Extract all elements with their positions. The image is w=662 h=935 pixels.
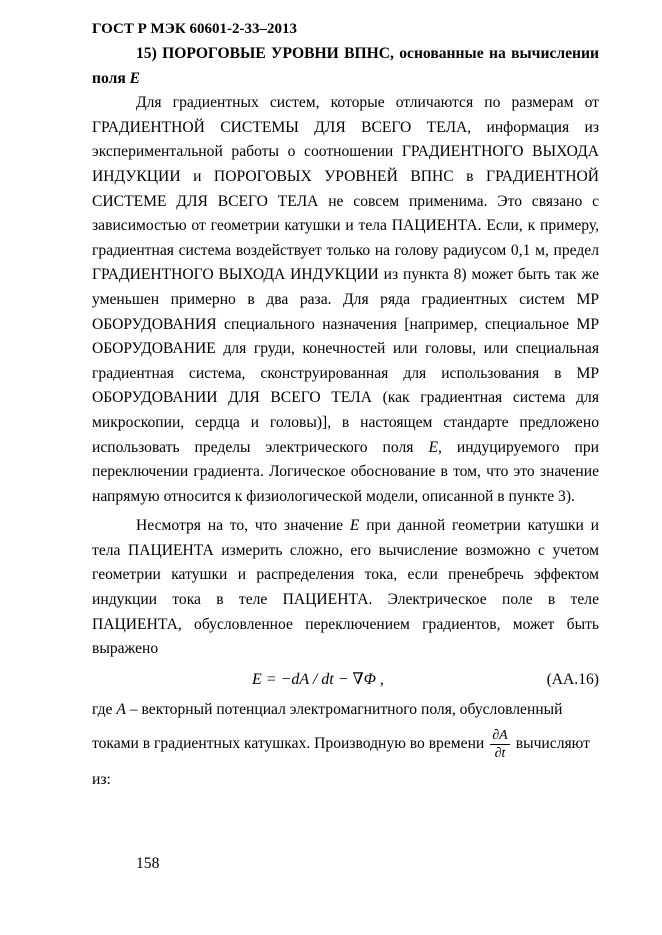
paragraph-2-part-b: при данной геометрии катушки и тела ПАЦИЕНТА измерить сложно, его вычисление возможно с учетом геометрии катушки и распределения тока, если пренебречь эффектом индукции тока в теле ПАЦИЕНТА. Электрическое поле в теле ПАЦИЕНТА, обусловленное переключением градиентов, может быть выражено — [92, 517, 599, 658]
fraction-denominator: ∂t — [494, 746, 506, 762]
paragraph-1-variable: E — [428, 438, 438, 456]
section-title — [92, 42, 599, 91]
fraction-numerator: ∂A — [492, 728, 508, 744]
formula-expression: E = −dA / dt − ∇Φ , — [252, 670, 384, 688]
paragraph-2-part-a: Несмотря на то, что значение — [136, 517, 350, 535]
explanation-text: – векторный потенциал электромагнитного поля, обусловленный — [125, 700, 563, 718]
explanation-variable: A — [116, 700, 126, 718]
section-title-text: 15) ПОРОГОВЫЕ УРОВНИ ВПНС, основанные на вычислении поля — [92, 45, 599, 87]
formula-row — [92, 666, 599, 696]
formula-explanation-line-1 — [92, 698, 599, 723]
page-content — [92, 42, 599, 793]
explanation-where: где — [92, 700, 117, 718]
derivative-verb: вычисляют — [515, 735, 590, 753]
paragraph-1-part-b: , индуцируемого при переключении градиента. Логическое обоснование в том, что это значение напрямую относится к физиологической модели, описанной в пункте 3). — [92, 438, 599, 505]
equation-number: (АА.16) — [546, 670, 599, 688]
derivative-intro: токами в градиентных катушках. Производную во времени — [92, 735, 485, 753]
paragraph-1 — [92, 91, 599, 509]
page-number: 158 — [136, 855, 160, 872]
derivative-fraction — [490, 727, 509, 762]
paragraph-2 — [92, 514, 599, 662]
paragraph-1-part-a: Для градиентных систем, которые отличаются по размерам от ГРАДИЕНТНОЙ СИСТЕМЫ ДЛЯ ВСЕГО ТЕЛА, информация из экспериментальной работы о соотношении ГРАДИЕНТНОГО ВЫХОДА ИНДУКЦИИ и ПОРОГОВЫХ УРОВНЕЙ ВПНС в ГРАДИЕНТНОЙ СИСТЕМЕ ДЛЯ ВСЕГО ТЕЛА не совсем применима. Это связано с зависимостью от геометрии катушки и тела ПАЦИЕНТА. Если, к примеру, градиентная система воздействует только на голову радиусом 0,1 м, предел ГРАДИЕНТНОГО ВЫХОДА ИНДУКЦИИ из пункта 8) может быть так же уменьшен примерно в два раза. Для ряда градиентных систем МР ОБОРУДОВАНИЯ специального назначения [например, специальное МР ОБОРУДОВАНИЕ для груди, конечностей или головы, или специальная градиентная система, сконструированная для использования в МР ОБОРУДОВАНИИ ДЛЯ ВСЕГО ТЕЛА (как градиентная система для микроскопии, сердца и головы)], в настоящем стандарте предложено использовать пределы электрического поля — [92, 94, 599, 456]
section-title-variable: E — [129, 69, 141, 87]
paragraph-2-variable: E — [349, 517, 360, 535]
document-header: ГОСТ Р МЭК 60601-2-33–2013 — [92, 21, 297, 37]
formula-explanation-line-2 — [92, 722, 599, 766]
formula-explanation-line-3: из: — [92, 771, 111, 789]
